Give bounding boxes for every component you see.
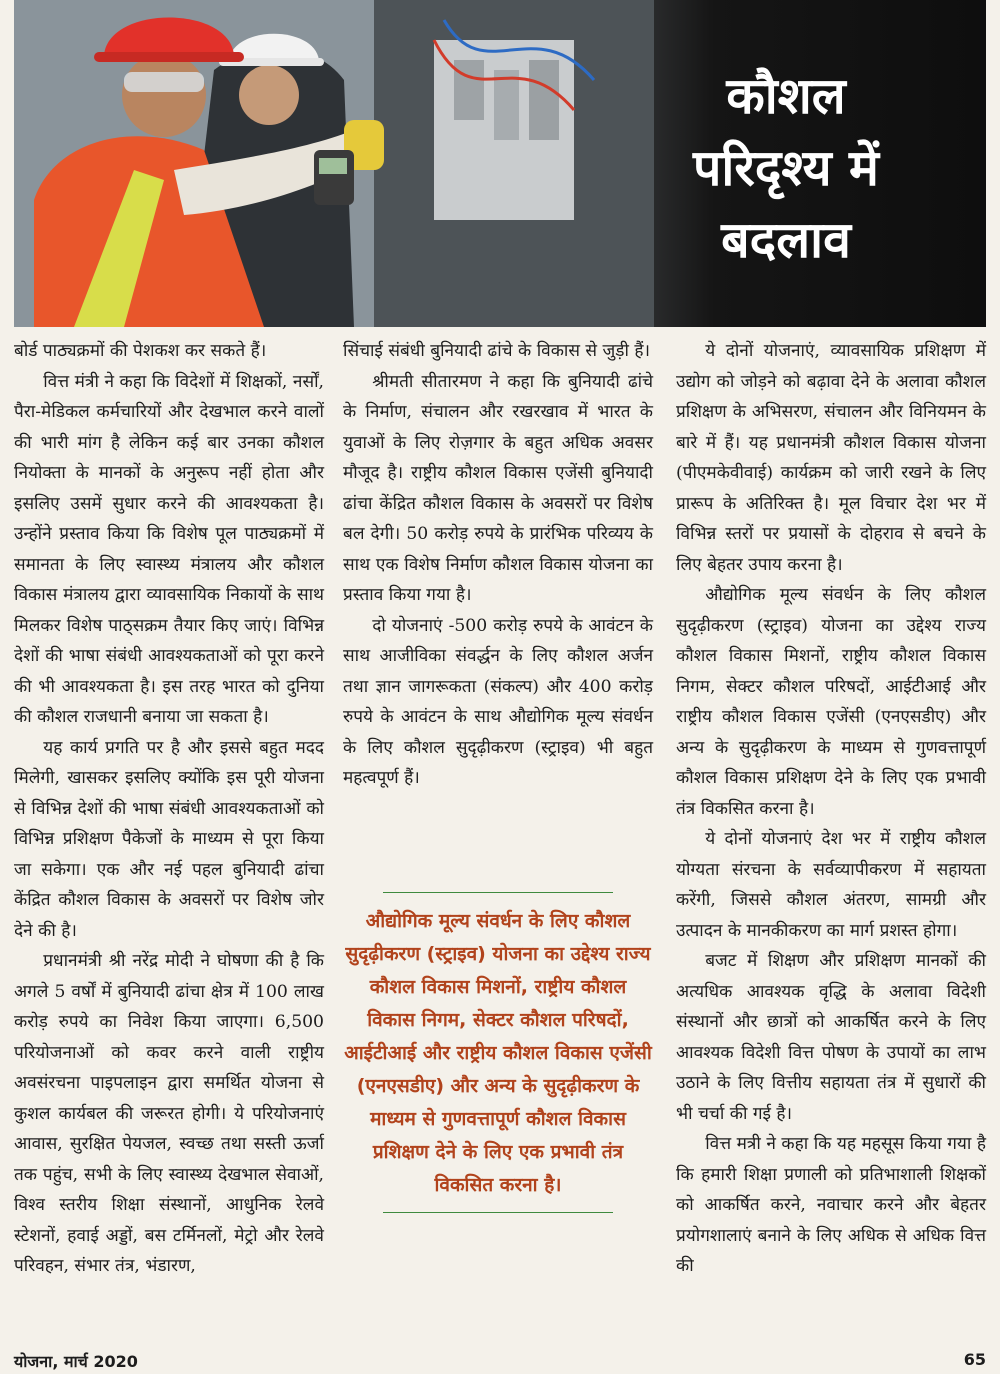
publication-name: योजना, मार्च 2020 xyxy=(14,1352,138,1371)
paragraph: औद्योगिक मूल्य संवर्धन के लिए कौशल सुदृढ़ीकरण (स्ट्राइव) योजना का उद्देश्य राज्य कौशल विकास मिशनों, राष्ट्रीय कौशल विकास निगम, सेक्टर कौशल परिषदों, आईटीआई और राष्ट्रीय कौशल विकास एजेंसी (एनएसडीए) और अन्य के सुदृढ़ीकरण के माध्यम से गुणवत्तापूर्ण कौशल विकास प्रशिक्षण देने के लिए एक प्रभावी तंत्र विकसित करना है। xyxy=(676,585,986,819)
pull-quote xyxy=(343,892,653,1213)
paragraph: श्रीमती सीतारमण ने कहा कि बुनियादी ढांचे के निर्माण, संचालन और रखरखाव में भारत के युवाओं के लिए रोज़गार के बहुत अधिक अवसर मौजूद है। राष्ट्रीय कौशल विकास एजेंसी बुनियादी ढांचा केंद्रित कौशल विकास के अवसरों पर विशेष बल देगी। 50 करोड़ रुपये के प्रारंभिक परिव्यय के साथ एक विशेष निर्माण कौशल विकास योजना का प्रस्ताव किया गया है। xyxy=(343,371,653,605)
paragraph: बोर्ड पाठ्यक्रमों की पेशकश कर सकते हैं। xyxy=(14,341,267,361)
text-column-1 xyxy=(14,336,324,1282)
paragraph: प्रधानमंत्री श्री नरेंद्र मोदी ने घोषणा की है कि अगले 5 वर्षों में बुनियादी ढांचा क्षेत्र में 100 लाख करोड़ रुपये का निवेश किया जाएगा। 6,500 परियोजनाओं को कवर करने वाली राष्ट्रीय अवसंरचना पाइपलाइन द्वारा समर्थित योजना से कुशल कार्यबल की जरूरत होगी। ये परियोजनाएं आवास, सुरक्षित पेयजल, स्वच्छ तथा सस्ती ऊर्जा तक पहुंच, सभी के लिए स्वास्थ्य देखभाल सेवाओं, विश्व स्तरीय शिक्षा संस्थानों, आधुनिक रेलवे स्टेशनों, हवाई अड्डों, बस टर्मिनलों, मेट्रो और रेलवे परिवहन, संभार तंत्र, भंडारण, xyxy=(14,951,324,1276)
paragraph: वित्त मत्री ने कहा कि यह महसूस किया गया है कि हमारी शिक्षा प्रणाली को प्रतिभाशाली शिक्षकों को आकर्षित करने, नवाचार करने और बेहतर प्रयोगशालाएं बनाने के लिए अधिक से अधिक वित्त की xyxy=(676,1134,986,1276)
paragraph: ये दोनों योजनाएं देश भर में राष्ट्रीय कौशल योग्यता संरचना के सर्वव्यापीकरण में सहायता करेंगी, जिससे कौशल अंतरण, सामग्री और उत्पादन के मानकीकरण का मार्ग प्रशस्त होगा। xyxy=(676,829,986,941)
paragraph: यह कार्य प्रगति पर है और इससे बहुत मदद मिलेगी, खासकर इसलिए क्योंकि इस पूरी योजना से विभिन्न देशों की भाषा संबंधी आवश्यकताओं को विभिन्न प्रशिक्षण पैकेजों के माध्यम से पूरा किया जा सकेगा। एक और नई पहल बुनियादी ढांचा केंद्रित कौशल विकास के अवसरों पर विशेष जोर देने की है। xyxy=(14,737,324,941)
text-column-2 xyxy=(343,336,653,794)
paragraph: वित्त मंत्री ने कहा कि विदेशों में शिक्षकों, नर्सों, पैरा-मेडिकल कर्मचारियों और देखभाल करने वालों की भारी मांग है लेकिन कई बार उनका कौशल नियोक्ता के मानकों के अनुरूप नहीं होता और इसलिए उसमें सुधार करने की आवश्यकता है। उन्होंने प्रस्ताव किया कि विशेष पूल पाठ्यक्रमों में समानता के लिए स्वास्थ्य मंत्रालय और कौशल विकास मंत्रालय द्वारा व्यावसायिक निकायों के साथ मिलकर विशेष पाठ्सक्रम तैयार किए जाएं। विभिन्न देशों की भाषा संबंधी आवश्यकताओं को पूरा करने की भी आवश्यकता है। इस तरह भारत को दुनिया की कौशल राजधानी बनाया जा सकता है। xyxy=(14,371,324,727)
paragraph: दो योजनाएं -500 करोड़ रुपये के आवंटन के साथ आजीविका संवर्द्धन के लिए कौशल अर्जन तथा ज्ञान जागरूकता (संकल्प) और 400 करोड़ रुपये के आवंटन के साथ औद्योगिक मूल्य संवर्धन के लिए कौशल सुदृढ़ीकरण (स्ट्राइव) भी बहुत महत्वपूर्ण हैं। xyxy=(343,615,653,788)
page-number: 65 xyxy=(963,1350,986,1369)
pull-quote-text: औद्योगिक मूल्य संवर्धन के लिए कौशल सुदृढ़ीकरण (स्ट्राइव) योजना का उद्देश्य राज्य कौशल विकास मिशनों, राष्ट्रीय कौशल विकास निगम, सेक्टर कौशल परिषदों, आईटीआई और राष्ट्रीय कौशल विकास एजेंसी (एनएसडीए) और अन्य के सुदृढ़ीकरण के माध्यम से गुणवत्तापूर्ण कौशल विकास प्रशिक्षण देने के लिए एक प्रभावी तंत्र विकसित करना है। xyxy=(344,910,652,1196)
title-line-2: परिदृश्य में xyxy=(693,139,879,197)
paragraph: बजट में शिक्षण और प्रशिक्षण मानकों की अत्यधिक आवश्यक वृद्धि के अलावा विदेशी संस्थानों और छात्रों को आकर्षित करने के लिए आवश्यक विदेशी वित्त पोषण के उपायों का लाभ उठाने के लिए वित्तीय सहायता तंत्र में सुधारों की भी चर्चा की गई है। xyxy=(676,951,986,1124)
title-line-3: बदलाव xyxy=(721,211,851,269)
paragraph: सिंचाई संबंधी बुनियादी ढांचे के विकास से जुड़ी हैं। xyxy=(343,341,651,361)
divider xyxy=(383,1212,613,1213)
article-title xyxy=(626,60,946,276)
title-line-1: कौशल xyxy=(726,67,846,125)
workers-photo xyxy=(14,0,654,327)
hero-banner xyxy=(14,0,986,327)
text-column-3 xyxy=(676,336,986,1282)
paragraph: ये दोनों योजनाएं, व्यावसायिक प्रशिक्षण में उद्योग को जोड़ने को बढ़ावा देने के अलावा कौशल प्रशिक्षण के अभिसरण, संचालन और विनियमन के बारे में हैं। यह प्रधानमंत्री कौशल विकास योजना (पीएमकेवीवाई) कार्यक्रम को जारी रखने के लिए प्रारूप के अतिरिक्त है। मूल विचार देश भर में विभिन्न स्तरों पर प्रयासों के दोहराव से बचने के लिए बेहतर उपाय करना है। xyxy=(676,341,986,575)
